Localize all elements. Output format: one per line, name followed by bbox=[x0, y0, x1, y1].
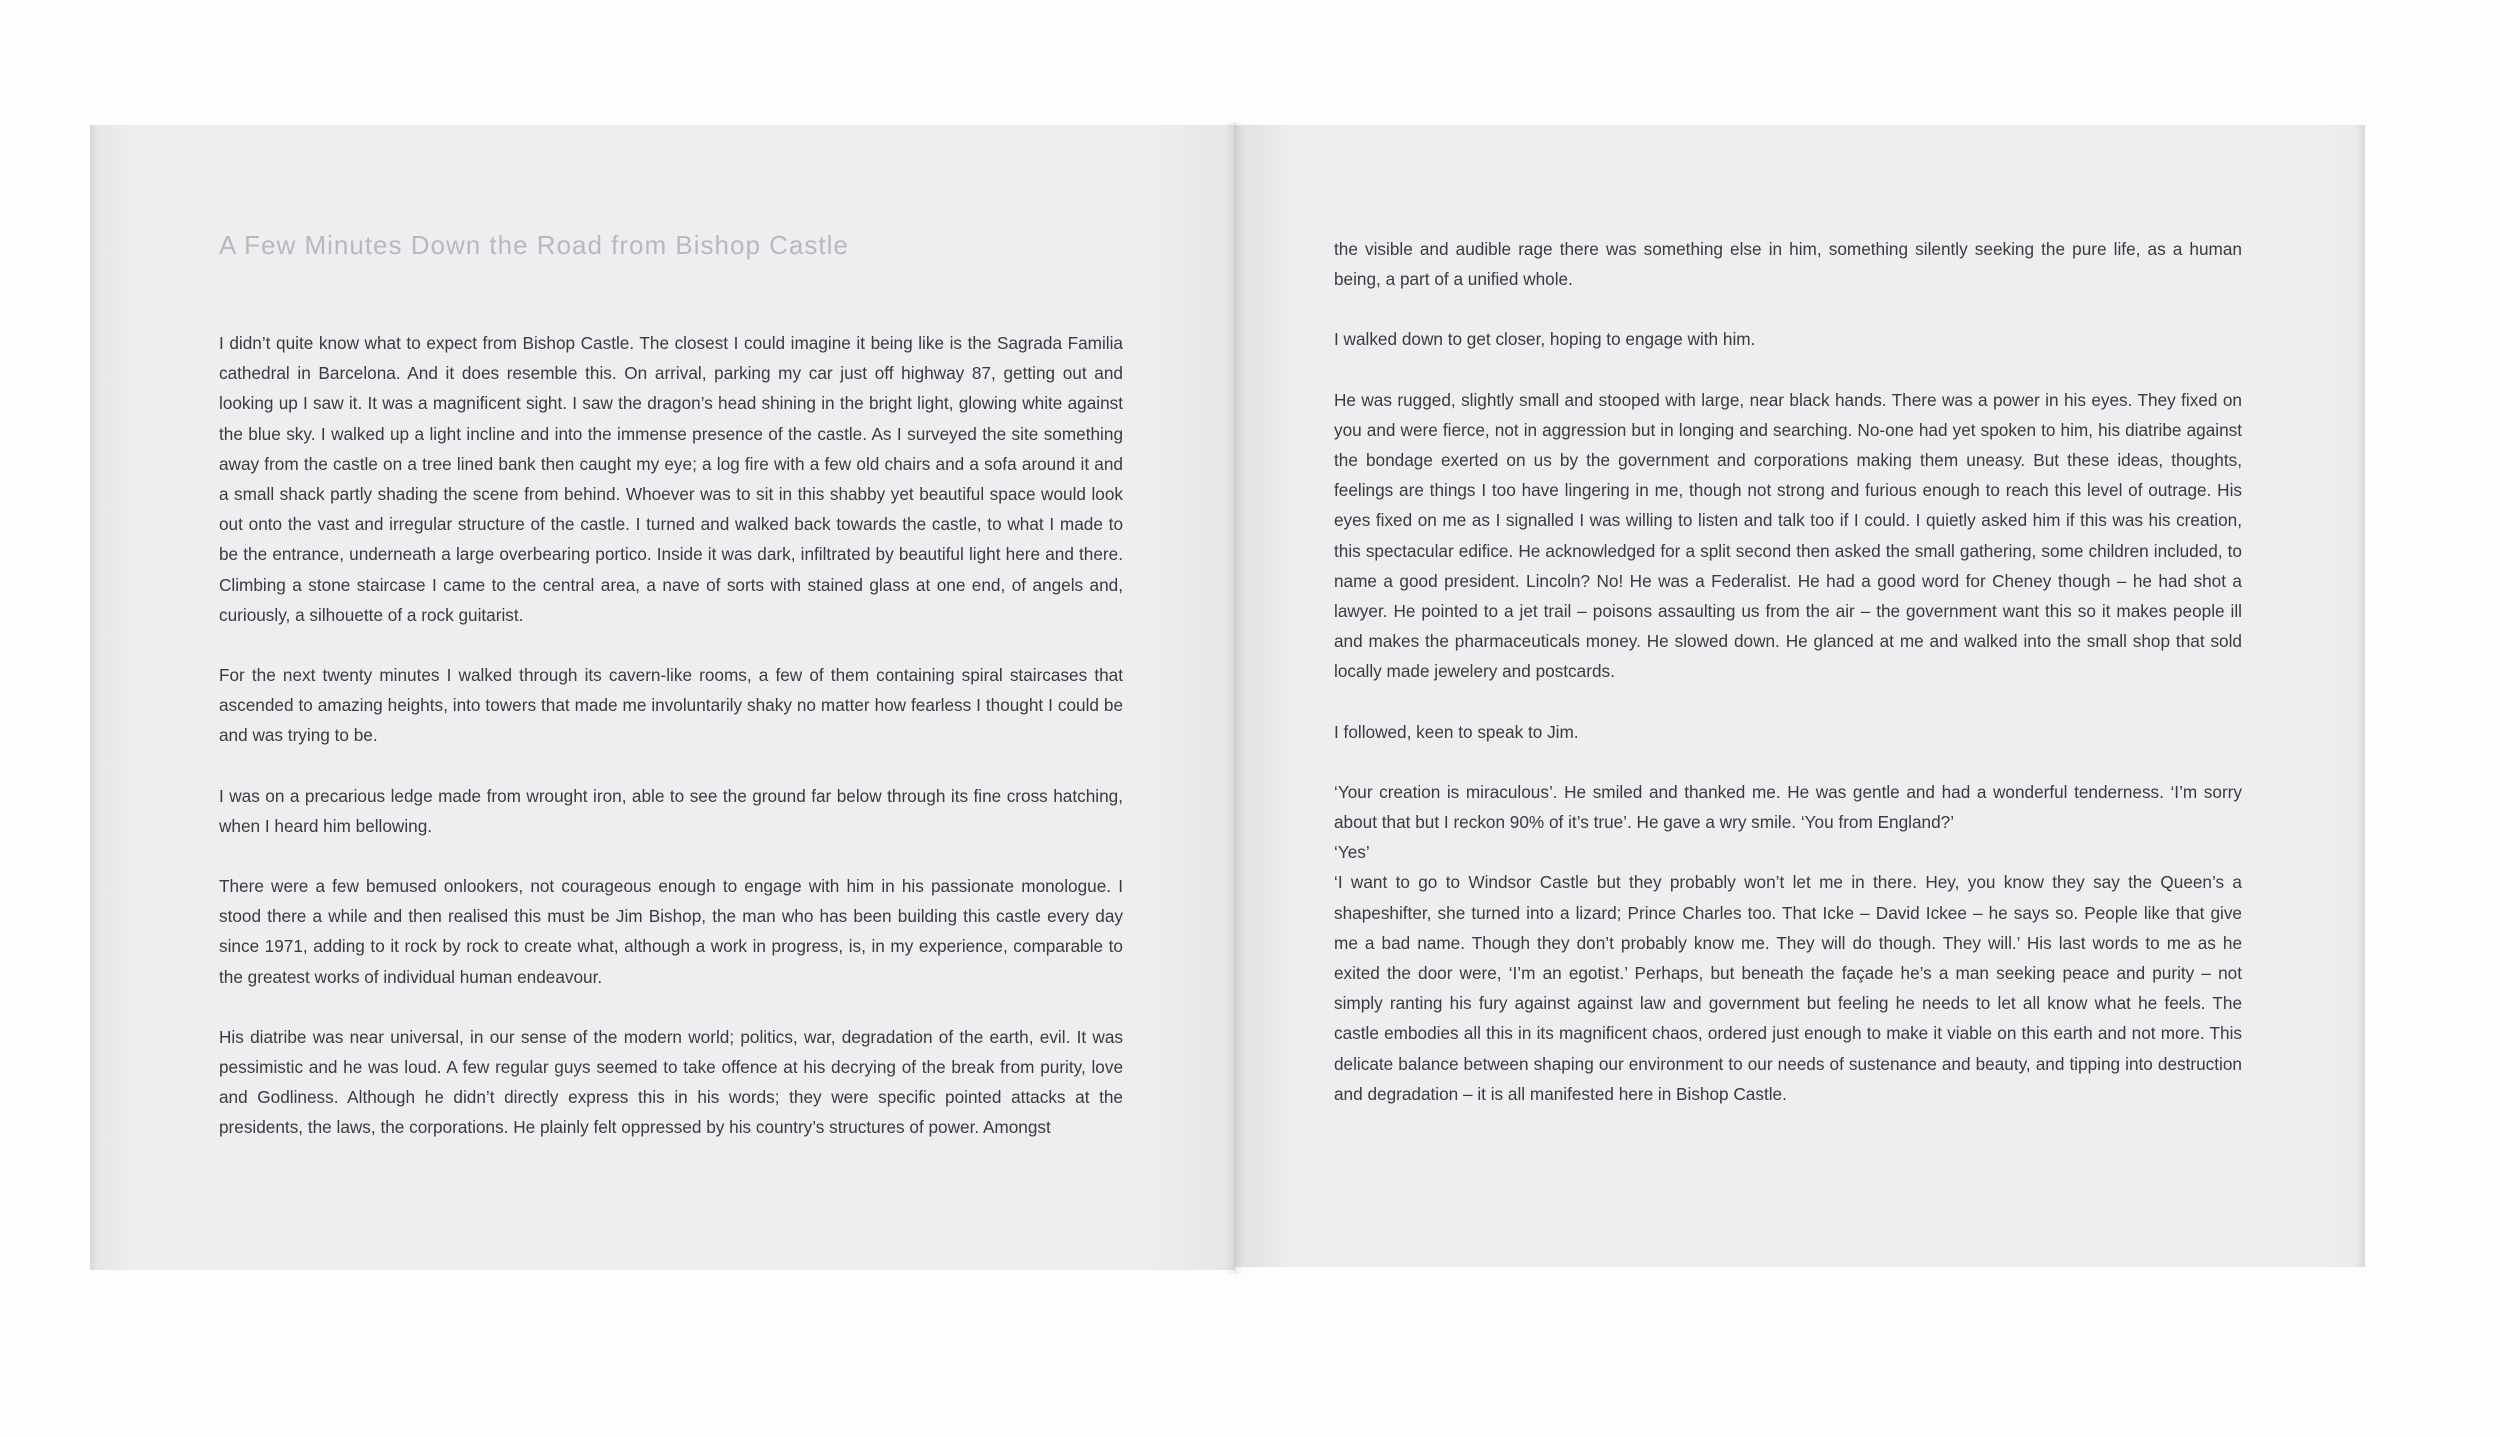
paragraph: I was on a precarious ledge made from wrought iron, able to see the ground far below through its fine cross hatching, when I heard him bellowing. bbox=[219, 785, 1123, 836]
chapter-title: A Few Minutes Down the Road from Bishop Castle bbox=[219, 230, 849, 260]
right-page-edge bbox=[2358, 125, 2365, 1267]
left-text-column bbox=[219, 328, 1123, 1143]
paragraph: I followed, keen to speak to Jim. bbox=[1334, 721, 1579, 742]
paragraph: For the next twenty minutes I walked through its cavern-like rooms, a few of them containing spiral staircases that ascended to amazing heights, into towers that made me involuntarily shaky no matter how fearless I thought I could be and was trying to be. bbox=[219, 665, 1123, 746]
paragraph: the visible and audible rage there was something else in him, something silently seeking the pure life, as a human being, a part of a unified whole. bbox=[1334, 239, 2242, 290]
paragraph: He was rugged, slightly small and stooped with large, near black hands. There was a power in his eyes. They fixed on you and were fierce, not in aggression but in longing and searching. No-one had yet spoken to him, his diatribe against the bondage exerted on us by the government and corporations making them uneasy. But these ideas, thoughts, feelings are things I too have lingering in me, though not strong and furious enough to reach this level of outrage. His eyes fixed on me as I signalled I was willing to listen and talk too if I could. I quietly asked him if this was his creation, this spectacular edifice. He acknowledged for a split second then asked the small gathering, some children included, to name a good president. Lincoln? No! He was a Federalist. He had a good word for Cheney though – he had shot a lawyer. He pointed to a jet trail – poisons assaulting us from the air – the government want this so it makes people ill and makes the pharmaceuticals money. He slowed down. He glanced at me and walked into the small shop that sold locally made jewelery and postcards. bbox=[1334, 389, 2242, 682]
paragraph: His diatribe was near universal, in our sense of the modern world; politics, war, degradation of the earth, evil. It was pessimistic and he was loud. A few regular guys seemed to take offence at his decrying of the break from purity, love and Godliness. Although he didn’t directly express this in his words; they were specific pointed attacks at the presidents, the laws, the corporations. He plainly felt oppressed by his country’s structures of power. Amongst bbox=[219, 1026, 1123, 1138]
left-page-edge bbox=[90, 125, 98, 1270]
paragraph: There were a few bemused onlookers, not courageous enough to engage with him in his passionate monologue. I stood there a while and then realised this must be Jim Bishop, the man who has been building this castle every day since 1971, adding to it rock by rock to create what, although a work in progress, is, in my experience, comparable to the greatest works of individual human endeavour. bbox=[219, 876, 1123, 987]
paragraph: ‘I want to go to Windsor Castle but they probably won’t let me in there. Hey, you know they say the Queen’s a shapeshifter, she turned into a lizard; Prince Charles too. That Icke – David Ickee – he says so. People like that give me a bad name. Though they don’t probably know me. They will do though. They will.’ His last words to me as he exited the door were, ‘I’m an egotist.’ Perhaps, but beneath the façade he’s a man seeking peace and purity – not simply ranting his fury against against law and government but feeling he needs to let all know what he feels. The castle embodies all this in its magnificent chaos, ordered just enough to make it viable on this earth and not more. This delicate balance between shaping our environment to our needs of sustenance and beauty, and tipping into destruction and degradation – it is all manifested here in Bishop Castle. bbox=[1334, 872, 2242, 1104]
right-text-column bbox=[1334, 234, 2242, 1139]
book-gutter bbox=[1226, 122, 1244, 1274]
paragraph: I walked down to get closer, hoping to engage with him. bbox=[1334, 329, 1756, 350]
paragraph: ‘Yes’ bbox=[1334, 842, 1370, 863]
paragraph: I didn’t quite know what to expect from Bishop Castle. The closest I could imagine it being like is the Sagrada Familia cathedral in Barcelona. And it does resemble this. On arrival, parking my car just off highway 87, getting out and looking up I saw it. It was a magnificent sight. I saw the dragon’s head shining in the bright light, glowing white against the blue sky. I walked up a light incline and into the immense presence of the castle. As I surveyed the site something away from the castle on a tree lined bank then caught my eye; a log fire with a few old chairs and a sofa around it and a small shack partly shading the scene from behind. Whoever was to sit in this shabby yet beautiful space would look out onto the vast and irregular structure of the castle. I turned and walked back towards the castle, to what I made to be the entrance, underneath a large overbearing portico. Inside it was dark, infiltrated by beautiful light here and there. Climbing a stone staircase I came to the central area, a nave of sorts with stained glass at one end, of angels and, curiously, a silhouette of a rock guitarist. bbox=[219, 333, 1123, 625]
paragraph: ‘Your creation is miraculous’. He smiled and thanked me. He was gentle and had a wonderful tenderness. ‘I’m sorry about that but I reckon 90% of it’s true’. He gave a wry smile. ‘You from England?’ bbox=[1334, 781, 2242, 833]
